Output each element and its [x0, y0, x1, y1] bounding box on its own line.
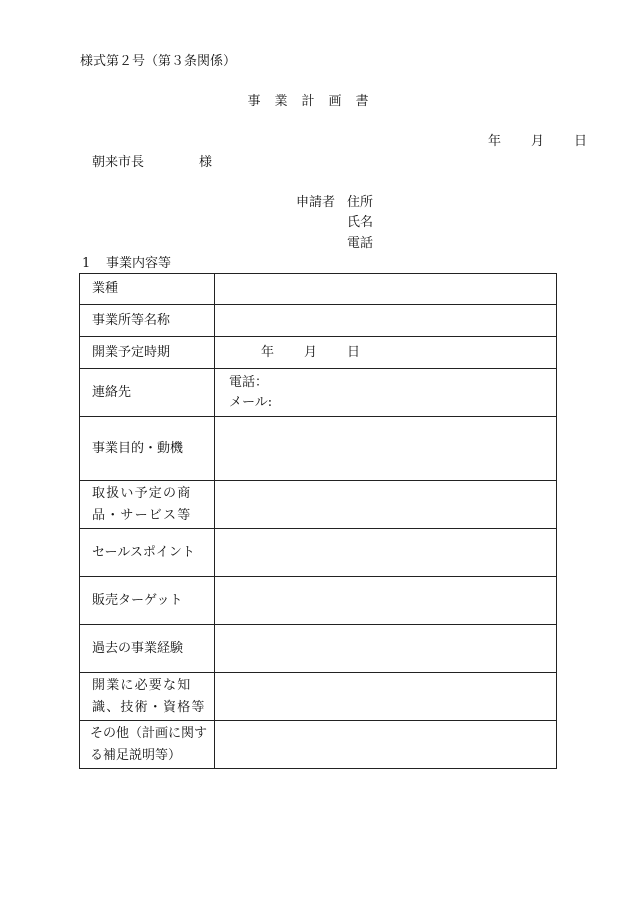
section-title: 事業内容等 — [106, 256, 172, 271]
other-label-line1: その他（計画に関す — [90, 725, 208, 741]
table-row — [80, 625, 557, 673]
products-field[interactable] — [215, 481, 557, 529]
table-row — [80, 369, 557, 417]
table-row — [80, 577, 557, 625]
opening-day: 日 — [347, 344, 361, 360]
opening-date-field[interactable] — [215, 337, 557, 369]
date-line — [488, 135, 587, 148]
applicant-address-label: 住所 — [347, 195, 374, 210]
contact-mail-label: メール: — [229, 394, 273, 410]
selling-point-field[interactable] — [215, 529, 557, 577]
business-name-field[interactable] — [215, 305, 557, 337]
section-heading — [82, 257, 171, 270]
business-content-table — [79, 273, 557, 769]
opening-year: 年 — [261, 344, 275, 360]
table-row — [80, 529, 557, 577]
purpose-field[interactable] — [215, 417, 557, 481]
industry-field[interactable] — [215, 274, 557, 305]
products-label-line1: 取扱い予定の商 — [92, 485, 192, 501]
date-month: 月 — [531, 134, 545, 149]
row-label-industry: 業種 — [80, 274, 215, 305]
row-label-target: 販売ターゲット — [80, 577, 215, 625]
skills-field[interactable] — [215, 673, 557, 721]
document-title: 事業計画書 — [247, 94, 383, 109]
other-field[interactable] — [215, 721, 557, 769]
row-label-skills — [80, 673, 215, 721]
section-number: 1 — [82, 256, 91, 271]
applicant-label: 申請者 — [296, 195, 336, 210]
opening-month: 月 — [304, 344, 318, 360]
row-label-products — [80, 481, 215, 529]
contact-field[interactable] — [215, 369, 557, 417]
table-row — [80, 417, 557, 481]
skills-label-line1: 開業に必要な知 — [92, 677, 192, 693]
skills-label-line2: 識、技術・資格等 — [92, 699, 206, 715]
row-label-business-name: 事業所等名称 — [80, 305, 215, 337]
applicant-name-label: 氏名 — [347, 215, 374, 230]
row-label-purpose: 事業目的・動機 — [80, 417, 215, 481]
row-label-opening-date: 開業予定時期 — [80, 337, 215, 369]
row-label-contact: 連絡先 — [80, 369, 215, 417]
row-label-other — [80, 721, 215, 769]
table-row — [80, 481, 557, 529]
contact-phone-label: 電話： — [229, 374, 269, 390]
date-year: 年 — [488, 134, 502, 149]
addressee — [92, 156, 212, 169]
target-field[interactable] — [215, 577, 557, 625]
experience-field[interactable] — [215, 625, 557, 673]
table-row — [80, 721, 557, 769]
table-row — [80, 274, 557, 305]
addressee-name: 朝来市長 — [92, 155, 145, 170]
row-label-experience: 過去の事業経験 — [80, 625, 215, 673]
addressee-honorific: 様 — [199, 155, 213, 170]
row-label-selling-point: セールスポイント — [80, 529, 215, 577]
date-day: 日 — [574, 134, 588, 149]
table-row — [80, 305, 557, 337]
table-row — [80, 673, 557, 721]
applicant-phone-label: 電話 — [347, 236, 374, 251]
products-label-line2: 品・サービス等 — [92, 507, 192, 523]
table-row — [80, 337, 557, 369]
other-label-line2: る補足説明等） — [90, 747, 182, 763]
form-number: 様式第２号（第３条関係） — [80, 54, 237, 69]
